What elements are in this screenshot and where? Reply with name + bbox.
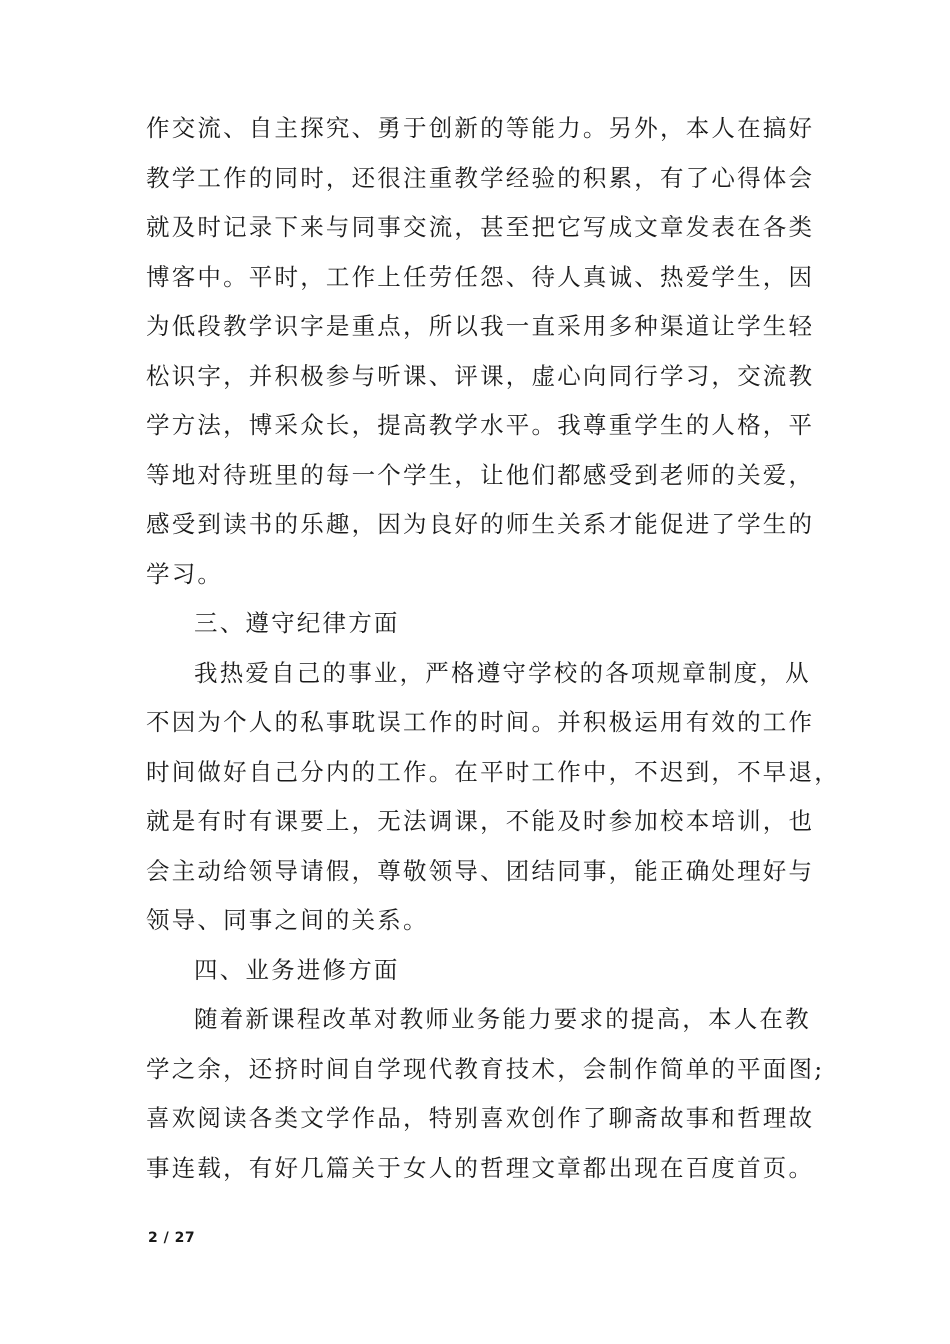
text-line: 领导、同事之间的关系。 — [146, 906, 429, 934]
text-line: 等地对待班里的每一个学生，让他们都感受到老师的关爱， — [146, 460, 815, 489]
section-heading-professional-development: 四、业务进修方面 — [194, 955, 400, 984]
text-line: 感受到读书的乐趣，因为良好的师生关系才能促进了学生的 — [146, 510, 815, 538]
text-line: 为低段教学识字是重点，所以我一直采用多种渠道让学生轻 — [146, 312, 815, 340]
text-line: 不因为个人的私事耽误工作的时间。并积极运用有效的工作 — [146, 708, 815, 736]
text-line: 喜欢阅读各类文学作品，特别喜欢创作了聊斋故事和哲理故 — [146, 1104, 815, 1132]
page-indicator: 2 / 27 — [148, 1230, 196, 1246]
text-line: 时间做好自己分内的工作。在平时工作中，不迟到，不早退， — [146, 757, 840, 786]
body-text — [146, 104, 840, 1193]
text-line: 就是有时有课要上，无法调课，不能及时参加校本培训，也 — [146, 807, 815, 835]
text-line: 随着新课程改革对教师业务能力要求的提高，本人在教 — [194, 1005, 811, 1033]
text-line: 会主动给领导请假，尊敬领导、团结同事，能正确处理好与 — [146, 856, 815, 885]
text-line: 学习。 — [146, 559, 224, 588]
text-line: 教学工作的同时，还很注重教学经验的积累，有了心得体会 — [146, 163, 815, 192]
text-line: 作交流、自主探究、勇于创新的等能力。另外，本人在搞好 — [146, 114, 815, 142]
text-line: 我热爱自己的事业，严格遵守学校的各项规章制度，从 — [194, 658, 811, 687]
text-line: 博客中。平时，工作上任劳任怨、待人真诚、热爱学生，因 — [146, 262, 815, 291]
text-line: 学之余，还挤时间自学现代教育技术，会制作简单的平面图; — [146, 1054, 825, 1083]
text-line: 学方法，博采众长，提高教学水平。我尊重学生的人格，平 — [146, 411, 815, 439]
text-line: 就及时记录下来与同事交流，甚至把它写成文章发表在各类 — [146, 213, 815, 241]
text-line: 事连载，有好几篇关于女人的哲理文章都出现在百度首页。 — [146, 1153, 815, 1182]
text-line: 松识字，并积极参与听课、评课，虚心向同行学习，交流教 — [146, 361, 815, 390]
section-heading-discipline: 三、遵守纪律方面 — [194, 609, 400, 637]
